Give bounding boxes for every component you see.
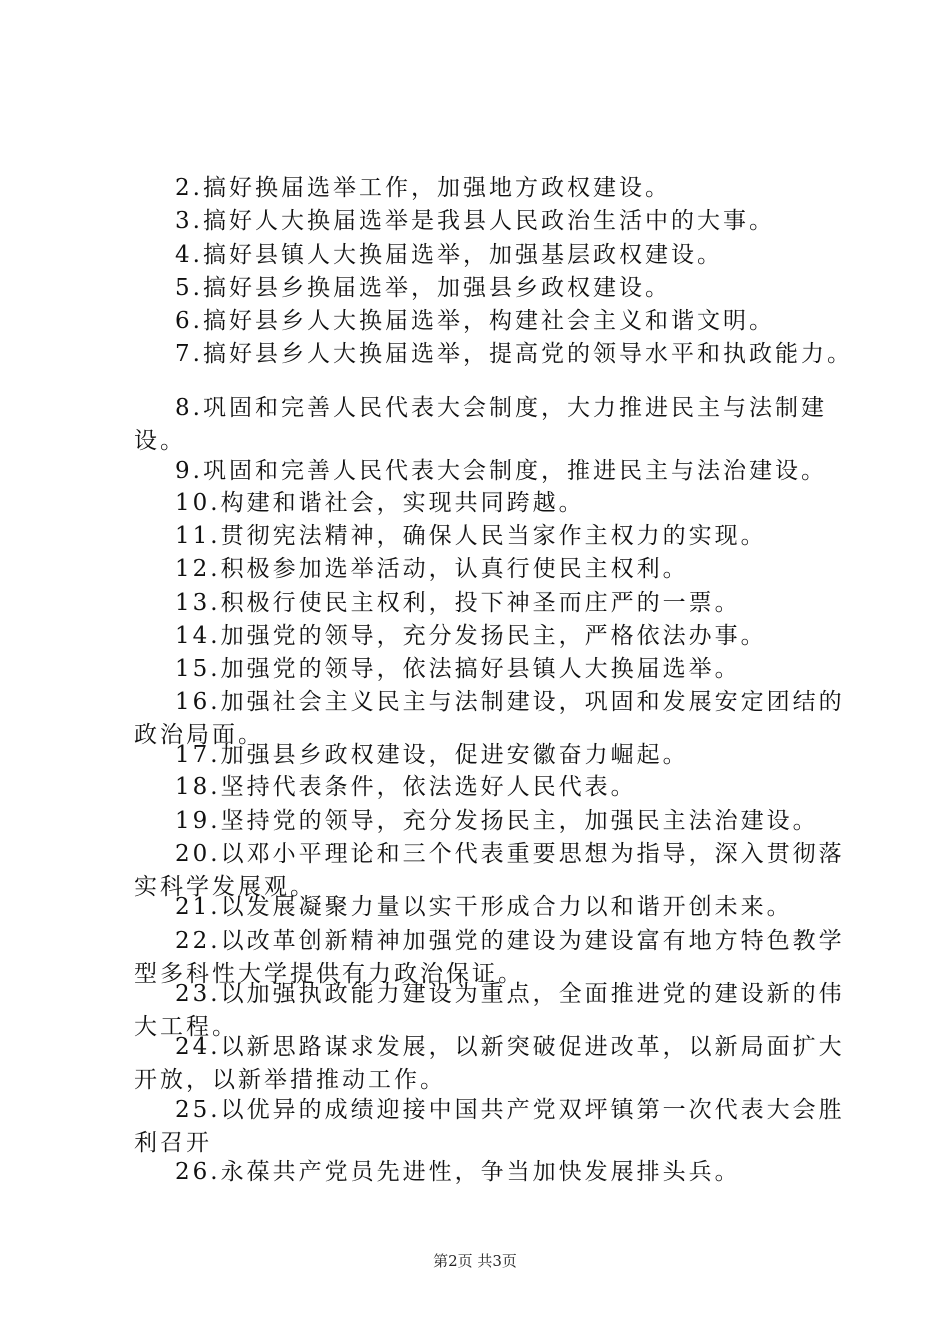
list-item: [134, 205, 834, 237]
list-item: [134, 455, 834, 487]
page-footer: 第2页 共3页: [433, 1252, 517, 1270]
list-item-text: 16.加强社会主义民主与法制建设，巩固和发展安定团结的: [175, 689, 845, 715]
list-item-text: 7.搞好县乡人大换届选举，提高党的领导水平和执政能力。: [175, 341, 853, 367]
list-item: [134, 1156, 834, 1188]
list-item: [134, 771, 834, 803]
list-item-text: 3.搞好人大换届选举是我县人民政治生活中的大事。: [175, 208, 775, 234]
list-item-text: 22.以改革创新精神加强党的建设为建设富有地方特色教学: [175, 928, 845, 954]
list-item-text: 4.搞好县镇人大换届选举，加强基层政权建设。: [175, 242, 723, 268]
list-item: [134, 172, 834, 204]
list-item: [134, 587, 834, 619]
list-item-text: 18.坚持代表条件，依法选好人民代表。: [175, 774, 637, 800]
list-item-text: 19.坚持党的领导，充分发扬民主，加强民主法治建设。: [175, 808, 819, 834]
list-item-text: 14.加强党的领导，充分发扬民主，严格依法办事。: [175, 623, 767, 649]
list-item-text: 24.以新思路谋求发展，以新突破促进改革，以新局面扩大: [175, 1034, 845, 1060]
list-item-text: 23.以加强执政能力建设为重点，全面推进党的建设新的伟: [175, 981, 845, 1007]
list-item: [134, 520, 834, 552]
list-item-continuation: 实科学发展观。: [134, 874, 316, 900]
list-item: [134, 553, 834, 585]
list-item: [134, 487, 834, 519]
list-item: [134, 239, 834, 271]
list-item-text: 2.搞好换届选举工作，加强地方政权建设。: [175, 175, 671, 201]
list-item-text: 21.以发展凝聚力量以实干形成合力以和谐开创未来。: [175, 894, 793, 920]
list-item-text: 12.积极参加选举活动，认真行使民主权利。: [175, 556, 689, 582]
list-item-continuation: 开放，以新举措推动工作。: [134, 1067, 446, 1093]
list-item: [134, 338, 853, 370]
list-item: [134, 1094, 845, 1126]
list-item-continuation: 设。: [134, 428, 186, 454]
list-item: [134, 925, 845, 957]
list-item-text: 15.加强党的领导，依法搞好县镇人大换届选举。: [175, 656, 741, 682]
list-item: [134, 620, 834, 652]
list-item: [134, 305, 834, 337]
list-item-text: 9.巩固和完善人民代表大会制度，推进民主与法治建设。: [175, 458, 827, 484]
list-item: [134, 686, 845, 718]
list-item-text: 26.永葆共产党员先进性，争当加快发展排头兵。: [175, 1159, 741, 1185]
list-item-continuation: 利召开: [134, 1130, 212, 1156]
list-item-text: 6.搞好县乡人大换届选举，构建社会主义和谐文明。: [175, 308, 775, 334]
list-item: [134, 978, 845, 1010]
list-item: [134, 272, 834, 304]
list-item-continuation: 大工程。: [134, 1014, 238, 1040]
list-item-text: 13.积极行使民主权利，投下神圣而庄严的一票。: [175, 590, 741, 616]
list-item: [134, 739, 834, 771]
list-item: [134, 1031, 845, 1063]
list-item-continuation: 型多科性大学提供有力政治保证。: [134, 961, 524, 987]
list-item: [134, 891, 834, 923]
list-item-text: 11.贯彻宪法精神，确保人民当家作主权力的实现。: [175, 523, 767, 549]
list-item: [134, 838, 845, 870]
list-item-continuation: 政治局面。: [134, 722, 264, 748]
list-item-text: 25.以优异的成绩迎接中国共产党双坪镇第一次代表大会胜: [175, 1097, 845, 1123]
list-item-text: 17.加强县乡政权建设，促进安徽奋力崛起。: [175, 742, 689, 768]
list-item: [134, 392, 834, 424]
list-item: [134, 653, 834, 685]
list-item-text: 8.巩固和完善人民代表大会制度，大力推进民主与法制建: [175, 395, 827, 421]
list-item-text: 10.构建和谐社会，实现共同跨越。: [175, 490, 585, 516]
list-item-text: 20.以邓小平理论和三个代表重要思想为指导，深入贯彻落: [175, 841, 845, 867]
list-item-text: 5.搞好县乡换届选举，加强县乡政权建设。: [175, 275, 671, 301]
list-item: [134, 805, 834, 837]
